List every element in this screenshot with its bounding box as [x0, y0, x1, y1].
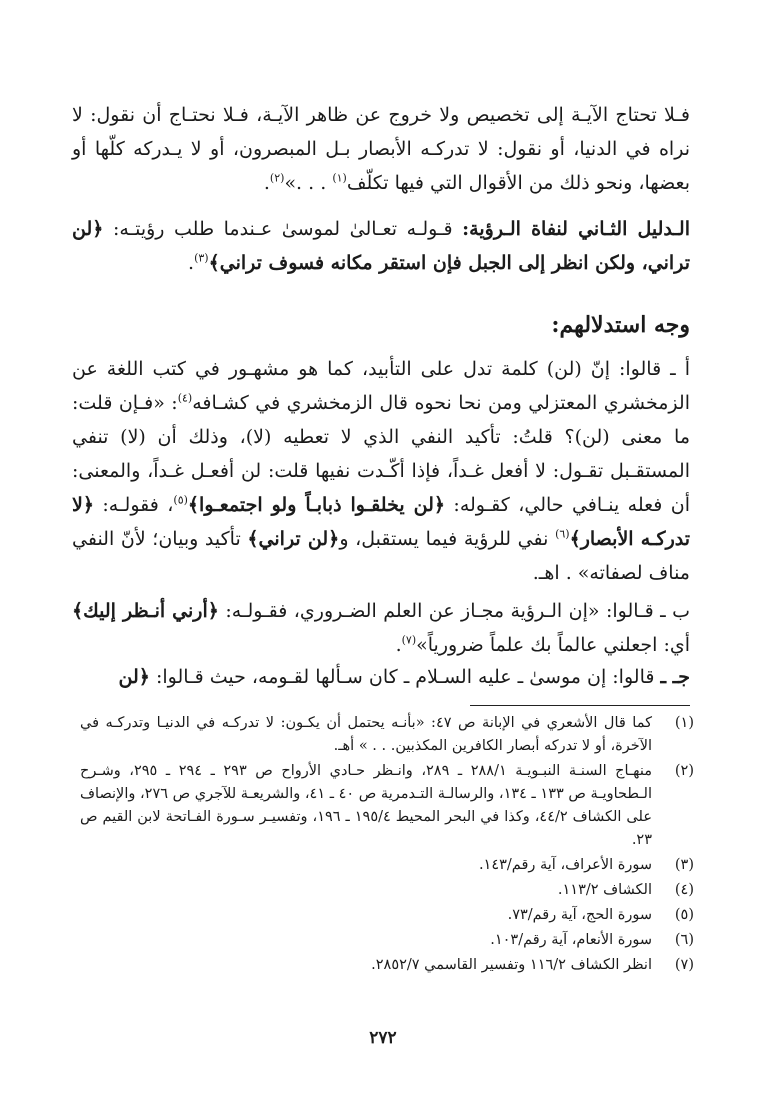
footnote-text: سورة الحج، آية رقم/٧٣. — [507, 907, 652, 923]
second-proof-text: قـولـه تعـالىٰ لموسىٰ عـندما طلب رؤيتـه: — [112, 218, 453, 240]
footnote-text: سورة الأنعام، آية رقم/١٠٣. — [490, 932, 652, 948]
footnote-number: (٣) — [674, 857, 694, 873]
footnote-number: (٥) — [674, 907, 694, 923]
footnote-divider — [470, 705, 690, 706]
footnote-item — [80, 929, 694, 952]
point-b-text-1: ب ـ قـالوا: «إن الـرؤية مجـاز عن العلم الضـروري، فقـولـه: — [225, 600, 690, 622]
footnote-item — [80, 712, 694, 758]
footnote-item — [80, 760, 694, 852]
point-a-text-2: : «فـإن قلت: ما معنى (لن)؟ قلتُ: تأكيد النفي الذي لا تعطيه (لا)، وذلك أن (لا) تنفي المستقـبل تقـول: لا أفعل غـداً، فإذا أكّـدت نفيها قلت: لن أفعـل غـداً، والمعنى: أن فعله ينـافي حالي، كقـوله: — [72, 392, 691, 516]
intro-text: فـلا تحتاج الآيـة إلى تخصيص ولا خروج عن ظاهر الآيـة، فـلا نحتـاج أن نقول: لا نراه في الدنيا، أو نقول: لا تدركـه الأبصار بـل المبصرون، أو لا يـدركه كلّها أو بعضها، ونحو ذلك من الأقوال التي فيها تكلّف — [72, 104, 690, 194]
footnote-number: (٦) — [674, 932, 694, 948]
footnote-text: الكشاف ١١٣/٢. — [557, 882, 652, 898]
footnote-ref-5: (٥) — [173, 493, 188, 507]
quran-quote-lan-tarani: ﴿لن تراني، ولكن انظر إلى الجبل فإن استقر مكانه فسوف تراني﴾ — [72, 218, 690, 274]
quran-quote-lan-start: ﴿لن — [118, 666, 150, 688]
footnote-number: (٧) — [674, 957, 694, 973]
footnote-text: كما قال الأشعري في الإبانة ص ٤٧: «بأنـه يحتمل أن يكـون: لا تدركـه في الدنيـا وتدركـه في الآخرة، أو لا تدركه أبصار الكافرين المكذبين. . . » أهـ. — [80, 715, 652, 754]
footnote-item — [80, 879, 694, 902]
footnote-ref-4: (٤) — [177, 391, 193, 405]
second-proof-title: الـدليل الثـاني لنفاة الـرؤية: — [462, 218, 690, 240]
quran-quote-absar: ﴿لا تدركـه الأبصار﴾ — [72, 494, 691, 550]
point-b-end: . — [395, 634, 402, 656]
intro-ellipsis: . . .» — [284, 172, 327, 194]
paragraph-point-b — [72, 594, 690, 662]
footnote-number: (٤) — [674, 882, 694, 898]
footnote-number: (١) — [674, 715, 694, 731]
paragraph-intro: فـلا تحتاج الآيـة إلى تخصيص ولا خروج عن ظاهر الآيـة، فـلا نحتـاج أن نقول: لا نراه في الدنيا، أو نقول: لا تدركـه الأبصار بـل المبصرون، أو لا يـدركه كلّها أو بعضها، ونحو ذلك من الأقوال التي فيها تكلّف$^{(١)}$ . . .»$^{(٢)}$. — [72, 104, 690, 194]
paragraph-point-a — [72, 352, 690, 590]
page-number: ٢٧٢ — [369, 1028, 397, 1048]
point-a-text-1: أ ـ قالوا: إنّ (لن) كلمة تدل على التأبيد، كما هو مشهـور في كتب اللغة عن الزمخشري المعتزلي ومن نحا نحوه قال الزمخشري في كشـافه — [72, 358, 690, 414]
point-a-text-5: تأكيد وبيان؛ لأنّ النفي مناف لصفاته» . اهـ. — [72, 528, 690, 584]
footnote-item — [80, 854, 694, 877]
footnote-ref-6: (٦) — [555, 527, 570, 541]
quran-quote-arini: ﴿أرني أنـظر إليك﴾ — [72, 600, 219, 622]
paragraph-second-proof: الـدليل الثـاني لنفاة الـرؤية: قـولـه تعـالىٰ لموسىٰ عـندما طلب رؤيتـه: ﴿لن تراني، ولكن انظر إلى الجبل فإن استقر مكانه فسوف تراني﴾$^{(٣)}$. — [72, 218, 690, 274]
section-heading: وجه استدلالهم: — [551, 312, 690, 338]
point-c-marker: جـ ـ — [660, 666, 690, 688]
quran-quote-dhubab: ﴿لن يخلقـوا ذبابـاً ولو اجتمعـوا﴾ — [187, 494, 445, 516]
footnote-item — [80, 954, 694, 977]
footnotes — [80, 712, 694, 979]
footnote-text: منهـاج السنـة النبـويـة ٢٨٨/١ ـ ٢٨٩، وانـظر حـادي الأرواح ص ٢٩٣ ـ ٢٩٤ ـ ٢٩٥، وشـرح الـطحاويـة ص ١٣٣ ـ ١٣٤، والرسالـة التـدمرية ص ٤٠ ـ ٤١، والشريعـة للآجري ص ٢٧٦، والإنصاف على الكشاف ٤٤/٢، وكذا في البحر المحيط ١٩٥/٤ ـ ١٩٦، وتفسيـر سـورة الفـاتحة لابن القيم ص ٢٣. — [80, 763, 653, 848]
footnote-text: سورة الأعراف، آية رقم/١٤٣. — [478, 857, 652, 873]
point-c-text: قالوا: إن موسىٰ ـ عليه السـلام ـ كان سـألها لقـومه، حيث قـالوا: — [155, 666, 655, 688]
footnote-ref-2: (٢) — [269, 171, 285, 185]
paragraph-point-c — [72, 660, 690, 694]
footnote-number: (٢) — [674, 763, 694, 779]
quran-quote-lan-tarani-2: ﴿لن تراني﴾ — [247, 528, 340, 550]
point-b-text-2: أي: اجعلني عالماً بك علماً ضرورياً» — [416, 634, 690, 656]
footnote-item — [80, 904, 694, 927]
point-a-text-3: ، فقولـه: — [102, 494, 174, 516]
footnote-ref-3: (٣) — [194, 251, 209, 265]
point-a-text-4: نفي للرؤية فيما يستقبل، و — [339, 528, 549, 550]
footnote-ref-7: (٧) — [401, 633, 417, 647]
footnote-ref-1: (١) — [332, 171, 347, 185]
footnote-text: انظر الكشاف ١١٦/٢ وتفسير القاسمي ٢٨٥٢/٧. — [371, 957, 652, 973]
